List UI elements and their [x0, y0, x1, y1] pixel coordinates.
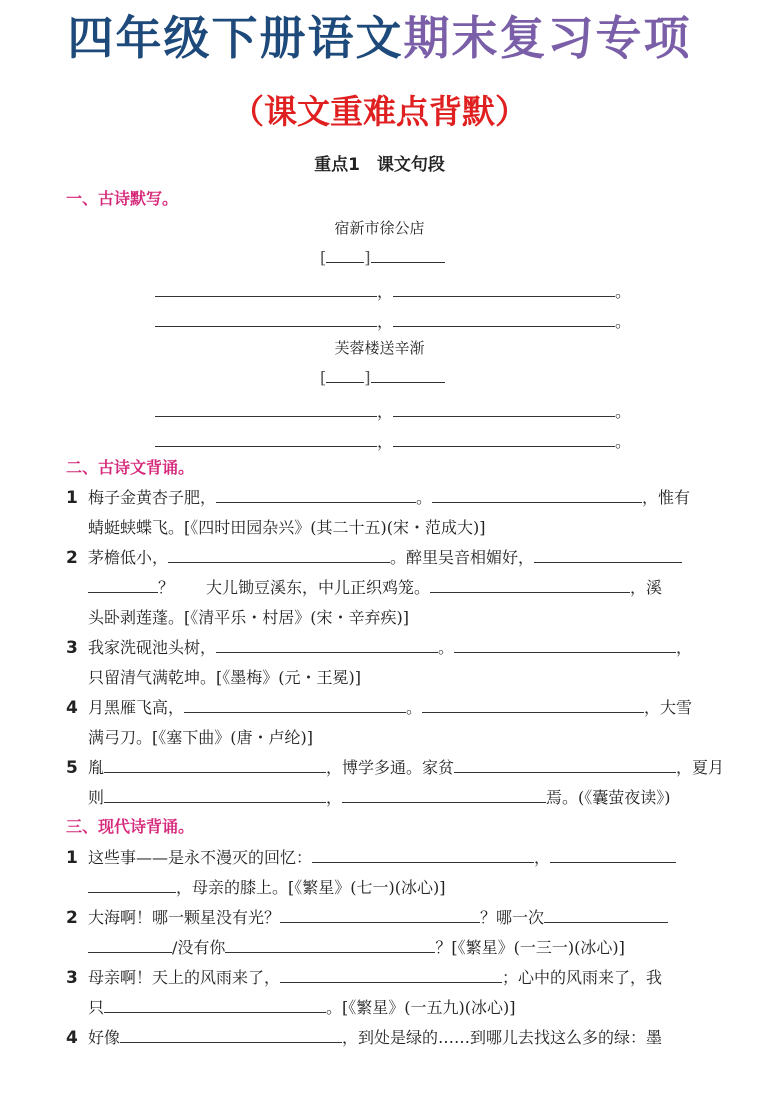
text: ，大雪 — [644, 698, 693, 717]
blank[interactable] — [216, 634, 438, 653]
author-blank[interactable] — [371, 244, 445, 263]
blank[interactable] — [342, 784, 546, 803]
item-2-5-line-1 — [88, 754, 724, 782]
poem-1-title: 宿新市徐公店 — [334, 219, 425, 237]
text: ，到处是绿的……到哪儿去找这么多的绿：墨 — [342, 1028, 663, 1047]
page-subtitle: （课文重难点背默） — [231, 92, 528, 131]
text: ，惟有 — [642, 488, 691, 507]
blank[interactable] — [550, 844, 676, 863]
text: ， — [326, 788, 343, 807]
blank[interactable] — [88, 874, 176, 893]
text: 。 — [406, 698, 423, 717]
period: 。 — [615, 432, 632, 451]
blank[interactable] — [454, 754, 676, 773]
bracket-right: ] — [364, 248, 371, 267]
item-2-2-line-2 — [88, 574, 662, 602]
text: ，夏月 — [676, 758, 725, 777]
text: 母亲啊！天上的风雨来了， — [88, 968, 281, 987]
text: 。 — [438, 638, 455, 657]
text: ，溪 — [630, 578, 663, 597]
blank[interactable] — [393, 278, 615, 297]
period: 。 — [615, 402, 632, 421]
item-number: 4 — [66, 698, 78, 718]
item-number: 2 — [66, 908, 78, 928]
comma: ， — [377, 312, 394, 331]
text: 月黑雁飞高， — [88, 698, 185, 717]
blank[interactable] — [104, 994, 326, 1013]
item-2-4-line-2: 满弓刀。[《塞下曲》(唐・卢纶)] — [88, 728, 313, 747]
poem-2-line-1 — [155, 398, 631, 426]
blank[interactable] — [216, 484, 416, 503]
section-3-heading: 三、现代诗背诵。 — [66, 817, 195, 836]
dynasty-blank[interactable] — [326, 244, 364, 263]
period: 。 — [615, 312, 632, 331]
text: 则 — [88, 788, 105, 807]
bracket-left: [ — [320, 368, 327, 387]
blank[interactable] — [534, 544, 682, 563]
comma: ， — [377, 282, 394, 301]
item-number: 2 — [66, 548, 78, 568]
comma: ， — [377, 432, 394, 451]
text: 焉。(《囊萤夜读》) — [546, 788, 671, 807]
author-blank[interactable] — [371, 364, 445, 383]
poem-1-line-2 — [155, 308, 631, 336]
poem-1-line-1 — [155, 278, 631, 306]
blank[interactable] — [88, 934, 172, 953]
blank[interactable] — [393, 428, 615, 447]
text: 只 — [88, 998, 105, 1017]
item-3-3-line-2 — [88, 994, 515, 1022]
text: 。 — [416, 488, 433, 507]
blank[interactable] — [454, 634, 676, 653]
item-2-5-line-2 — [88, 784, 671, 812]
blank[interactable] — [104, 754, 326, 773]
item-number: 3 — [66, 968, 78, 988]
text: /没有你 — [172, 938, 226, 957]
item-2-2-line-1 — [88, 544, 682, 572]
item-3-2-line-1 — [88, 904, 668, 932]
blank[interactable] — [155, 308, 377, 327]
text: 茅檐低小， — [88, 548, 169, 567]
item-number: 3 — [66, 638, 78, 658]
text: 。醉里吴音相媚好， — [390, 548, 535, 567]
blank[interactable] — [280, 904, 480, 923]
text: ，博学多通。家贫 — [326, 758, 455, 777]
blank[interactable] — [280, 964, 502, 983]
text: 梅子金黄杏子肥， — [88, 488, 217, 507]
blank[interactable] — [155, 398, 377, 417]
poem-2-line-2 — [155, 428, 631, 456]
blank[interactable] — [155, 278, 377, 297]
period: 。 — [615, 282, 632, 301]
item-3-3-line-1 — [88, 964, 662, 992]
blank[interactable] — [120, 1024, 342, 1043]
blank[interactable] — [155, 428, 377, 447]
text: ，母亲的膝上。[《繁星》(七一)(冰心)] — [176, 878, 446, 897]
text: 我家洗砚池头树， — [88, 638, 217, 657]
item-3-2-line-2 — [88, 934, 625, 962]
poem-2-author-blank — [320, 364, 445, 392]
blank[interactable] — [393, 398, 615, 417]
blank[interactable] — [544, 904, 668, 923]
poem-2-title: 芙蓉楼送辛渐 — [334, 339, 425, 357]
item-2-2-line-3: 头卧剥莲蓬。[《清平乐・村居》(宋・辛弃疾)] — [88, 608, 409, 627]
title-part-1: 四年级下册语文 — [67, 11, 404, 65]
text: ；心中的风雨来了，我 — [502, 968, 663, 987]
blank[interactable] — [88, 574, 158, 593]
blank[interactable] — [312, 844, 534, 863]
text: 好像 — [88, 1028, 121, 1047]
item-2-1-line-2: 蜻蜓蛱蝶飞。[《四时田园杂兴》(其二十五)(宋・范成大)] — [88, 518, 486, 537]
text: 这些事——是永不漫灭的回忆： — [88, 848, 313, 867]
item-number: 5 — [66, 758, 78, 778]
text: ？[《繁星》(一三一)(冰心)] — [435, 938, 625, 957]
text: ， — [534, 848, 551, 867]
blank[interactable] — [422, 694, 644, 713]
comma: ， — [377, 402, 394, 421]
item-3-1-line-2 — [88, 874, 445, 902]
item-number: 1 — [66, 848, 78, 868]
blank[interactable] — [168, 544, 390, 563]
text: 大海啊！哪一颗星没有光？ — [88, 908, 281, 927]
blank[interactable] — [430, 574, 630, 593]
blank[interactable] — [432, 484, 642, 503]
item-2-4-line-1 — [88, 694, 692, 722]
blank[interactable] — [184, 694, 406, 713]
page-title — [0, 8, 759, 68]
text: ？ 大儿锄豆溪东，中儿正织鸡笼。 — [158, 578, 431, 597]
text: ， — [676, 638, 693, 657]
item-number: 4 — [66, 1028, 78, 1048]
item-2-3-line-2: 只留清气满乾坤。[《墨梅》(元・王冕)] — [88, 668, 361, 687]
text: 胤 — [88, 758, 105, 777]
item-number: 1 — [66, 488, 78, 508]
item-3-1-line-1 — [88, 844, 676, 872]
bracket-right: ] — [364, 368, 371, 387]
item-3-4-line-1 — [88, 1024, 662, 1052]
blank[interactable] — [225, 934, 435, 953]
blank[interactable] — [104, 784, 326, 803]
item-2-1-line-1 — [88, 484, 690, 512]
item-2-3-line-1 — [88, 634, 692, 662]
section-2-heading: 二、古诗文背诵。 — [66, 458, 195, 477]
key-point-heading: 重点1 课文句段 — [314, 155, 445, 175]
blank[interactable] — [393, 308, 615, 327]
section-1-heading: 一、古诗默写。 — [66, 189, 179, 208]
poem-1-author-blank — [320, 244, 445, 272]
dynasty-blank[interactable] — [326, 364, 364, 383]
bracket-left: [ — [320, 248, 327, 267]
title-part-2: 期末复习专项 — [403, 11, 692, 65]
text: ？哪一次 — [480, 908, 545, 927]
text: 。[《繁星》(一五九)(冰心)] — [326, 998, 516, 1017]
